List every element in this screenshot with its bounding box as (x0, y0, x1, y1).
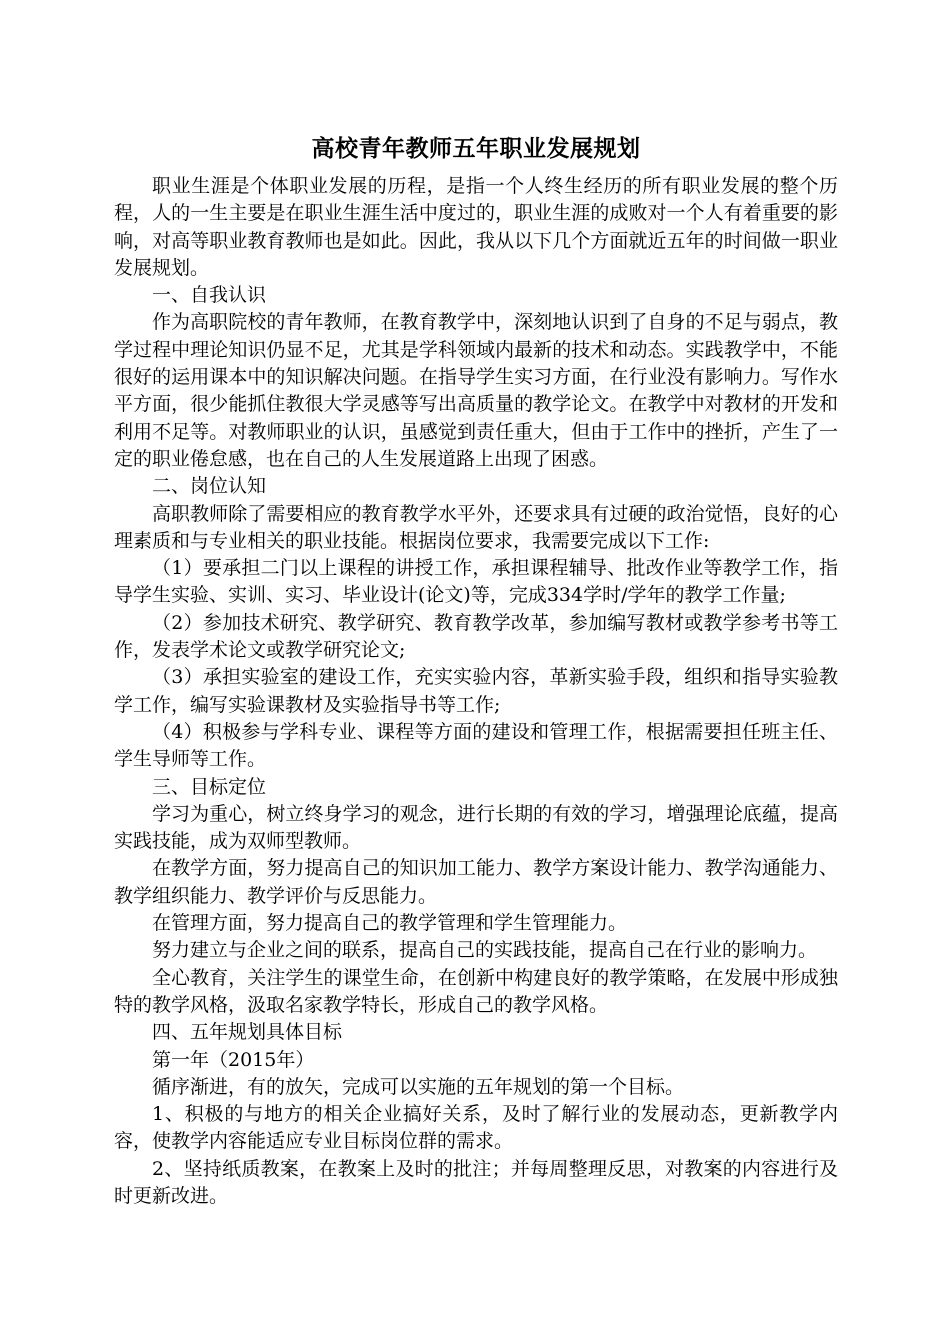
duty-item-4: （4）积极参与学科专业、课程等方面的建设和管理工作，根据需要担任班主任、学生导师等工作。 (114, 720, 838, 771)
section-heading-five-year-goals: 四、五年规划具体目标 (152, 1021, 343, 1044)
goal-paragraph-teaching: 在教学方面，努力提高自己的知识加工能力、教学方案设计能力、教学沟通能力、教学组织能力、教学评价与反思能力。 (114, 857, 838, 907)
document-body (114, 173, 838, 1210)
self-awareness-paragraph: 作为高职院校的青年教师，在教育教学中，深刻地认识到了自身的不足与弱点，教学过程中理论知识仍显不足，尤其是学科领域内最新的技术和动态。实践教学中，不能很好的运用课本中的知识解决问题。在指导学生实习方面，在行业没有影响力。写作水平方面，很少能抓住教很大学灵感等写出高质量的教学论文。在教学中对教材的开发和利用不足等。对教师职业的认识，虽感觉到责任重大，但由于工作中的挫折，产生了一定的职业倦怠感，也在自己的人生发展道路上出现了困惑。 (114, 311, 838, 470)
job-cognition-paragraph: 高职教师除了需要相应的教育教学水平外，还要求具有过硬的政治觉悟，良好的心理素质和与专业相关的职业技能。根据岗位要求，我需要完成以下工作: (114, 502, 838, 552)
intro-paragraph: 职业生涯是个体职业发展的历程，是指一个人终生经历的所有职业发展的整个历程，人的一生主要是在职业生涯生活中度过的，职业生涯的成败对一个人有着重要的影响，对高等职业教育教师也是如此。因此，我从以下几个方面就近五年的时间做一职业发展规划。 (114, 175, 838, 279)
goal-paragraph-learning: 学习为重心，树立终身学习的观念，进行长期的有效的学习，增强理论底蕴，提高实践技能，成为双师型教师。 (114, 802, 838, 853)
year-one-item-2: 2、坚持纸质教案，在教案上及时的批注；并每周整理反思，对教案的内容进行及时更新改进。 (114, 1157, 838, 1207)
goal-paragraph-management: 在管理方面，努力提高自己的教学管理和学生管理能力。 (152, 912, 628, 935)
year-one-summary: 循序渐进，有的放矢，完成可以实施的五年规划的第一个目标。 (152, 1075, 685, 1098)
goal-paragraph-industry: 努力建立与企业之间的联系，提高自己的实践技能，提高自己在行业的影响力。 (152, 939, 818, 962)
duty-item-1: （1）要承担二门以上课程的讲授工作，承担课程辅导、批改作业等教学工作，指导学生实验、实训、实习、毕业设计(论文)等，完成334学时/学年的教学工作量; (114, 557, 838, 607)
year-one-heading: 第一年（2015年） (152, 1048, 315, 1071)
section-heading-job-cognition: 二、岗位认知 (152, 475, 267, 498)
year-one-item-1: 1、积极的与地方的相关企业搞好关系，及时了解行业的发展动态，更新教学内容，使教学内容能适应专业目标岗位群的需求。 (114, 1103, 838, 1153)
section-heading-self-awareness: 一、自我认识 (152, 284, 267, 307)
document-title: 高校青年教师五年职业发展规划 (311, 136, 641, 162)
duty-item-2: （2）参加技术研究、教学研究、教育教学改革，参加编写教材或教学参考书等工作，发表学术论文或教学研究论文; (114, 611, 838, 662)
section-heading-goal-positioning: 三、目标定位 (152, 775, 267, 798)
document-page (114, 133, 838, 1210)
goal-paragraph-style: 全心教育，关注学生的课堂生命，在创新中构建良好的教学策略，在发展中形成独特的教学风格，汲取名家教学特长，形成自己的教学风格。 (114, 966, 838, 1016)
duty-item-3: （3）承担实验室的建设工作，充实实验内容，革新实验手段，组织和指导实验教学工作，编写实验课教材及实验指导书等工作; (114, 666, 838, 716)
